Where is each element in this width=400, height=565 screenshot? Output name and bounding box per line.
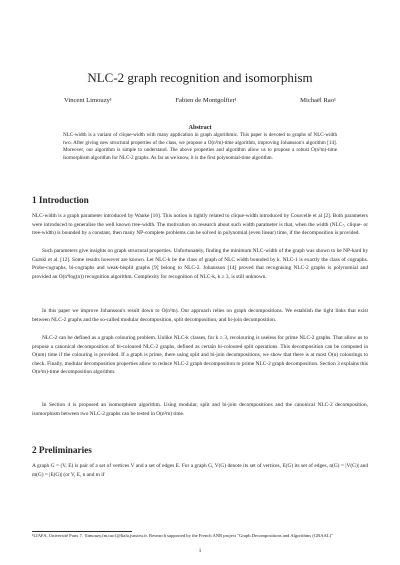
abstract-heading: Abstract	[188, 124, 212, 131]
author-2: Fabien de Montgolfier¹	[175, 97, 237, 104]
prelim-paragraph-1: A graph G = (V, E) is pair of a set of vertices V and a set of edges E. For a graph G, V(G) denote its set of vertices, E(G) its set of edges, n(G) = |V(G)| and m(G) = |E(G)| (or V, E, n and m if	[32, 463, 368, 478]
author-list	[60, 97, 340, 104]
footnote-rule	[32, 531, 132, 532]
page-number: 1	[198, 548, 202, 554]
footnote: ¹LIAFA, Université Paris 7. {limouzy,fm,rao}@liafa.jussieu.fr. Research supported by the French ANR project "Graph Decompositions and Algorithms (GRAAL)"	[32, 533, 334, 538]
intro-paragraph-4: NLC-2 can be defined as a graph colouring problem. Unlike NLC-k classes, for k ≥ 3, recolouring is useless for prime NLC-2 graphs. That allow us to propose a canonical decomposition of bi-coloured NLC-2 graphs, defined as certain bi-coloured split operations. This decomposition can be computed in O(nm) time if the colouring is provided. If a graph is prime, there using split and bi-join decompositions, we show that there is at most O(n) colourings to check. Finally, modular decomposition properties allow to reduce NLC-2 graph decomposition to prime NLC-2 graph decomposition. Section 3 explains this O(n²m)-time decomposition algorithm.	[32, 335, 368, 376]
author-1: Vincent Limouzy¹	[64, 97, 112, 104]
intro-paragraph-1: NLC-width is a graph parameter introduced by Wanke [16]. This notion is tightly related to clique-width introduced by Courcelle et al [2]. Both parameters were introduced to generalise the well known tree-width. The motivation on research about such width parameter is that, when the width (NLC-, clique- or tree-width) is bounded by a constant, then many NP-complete problems can be solved in polynomial (even linear) time, if the decomposition is provided.	[32, 213, 368, 237]
intro-paragraph-3: In this paper we improve Johansson's result down to O(n²m). Our approach relies on graph decompositions. We establish the tight links that exist between NLC-2 graphs and the so-called modular decomposition, split decomposition, and bi-join decomposition.	[32, 308, 368, 323]
intro-paragraph-5: In Section 4 is proposed an isomorphism algorithm. Using modular, split and bi-join decompositions and the canonical NLC-2 decomposition, isomorphism between two NLC-2 graphs can be tested in O(n²m) time.	[32, 402, 368, 417]
section-2-heading: 2 Preliminaries	[32, 445, 92, 455]
abstract-body: NLC-width is a variant of clique-width with many application in graph algorithmic. This paper is devoted to graphs of NLC-width two. After giving new structural properties of the class, we propose a O(n²m)-time algorithm, improving Johansson's algorithm [14]. Moreover, our algorithm is simple to understand. The above properties and algorithm allow us to propose a robust O(n²m)-time isomorphism algorithm for NLC-2 graphs. As far as we know, it is the first polynomial-time algorithm.	[63, 132, 337, 161]
paper-title: NLC-2 graph recognition and isomorphism	[87, 70, 313, 85]
author-3: Michaël Rao¹	[300, 97, 336, 104]
intro-paragraph-2: Such parameters give insights on graph structural properties. Unfortunately, finding the minimum NLC-width of the graph was shown to be NP-hard by Gurski et al. [12]. Some results however are known. Let NLC-k be the class of graph of NLC width bounded by k. NLC-1 is exactly the class of cographs. Probe-cographs, bi-cographs and weak-bisplit graphs [9] belong to NLC-2. Johansson [14] proved that recognising NLC-2 graphs is polynomial and provided an O(n⁴log(n)) recognition algorithm. Complexity for recognition of NLC-k, k ≥ 3, is still unknown.	[32, 248, 368, 280]
section-1-heading: 1 Introduction	[32, 195, 89, 205]
